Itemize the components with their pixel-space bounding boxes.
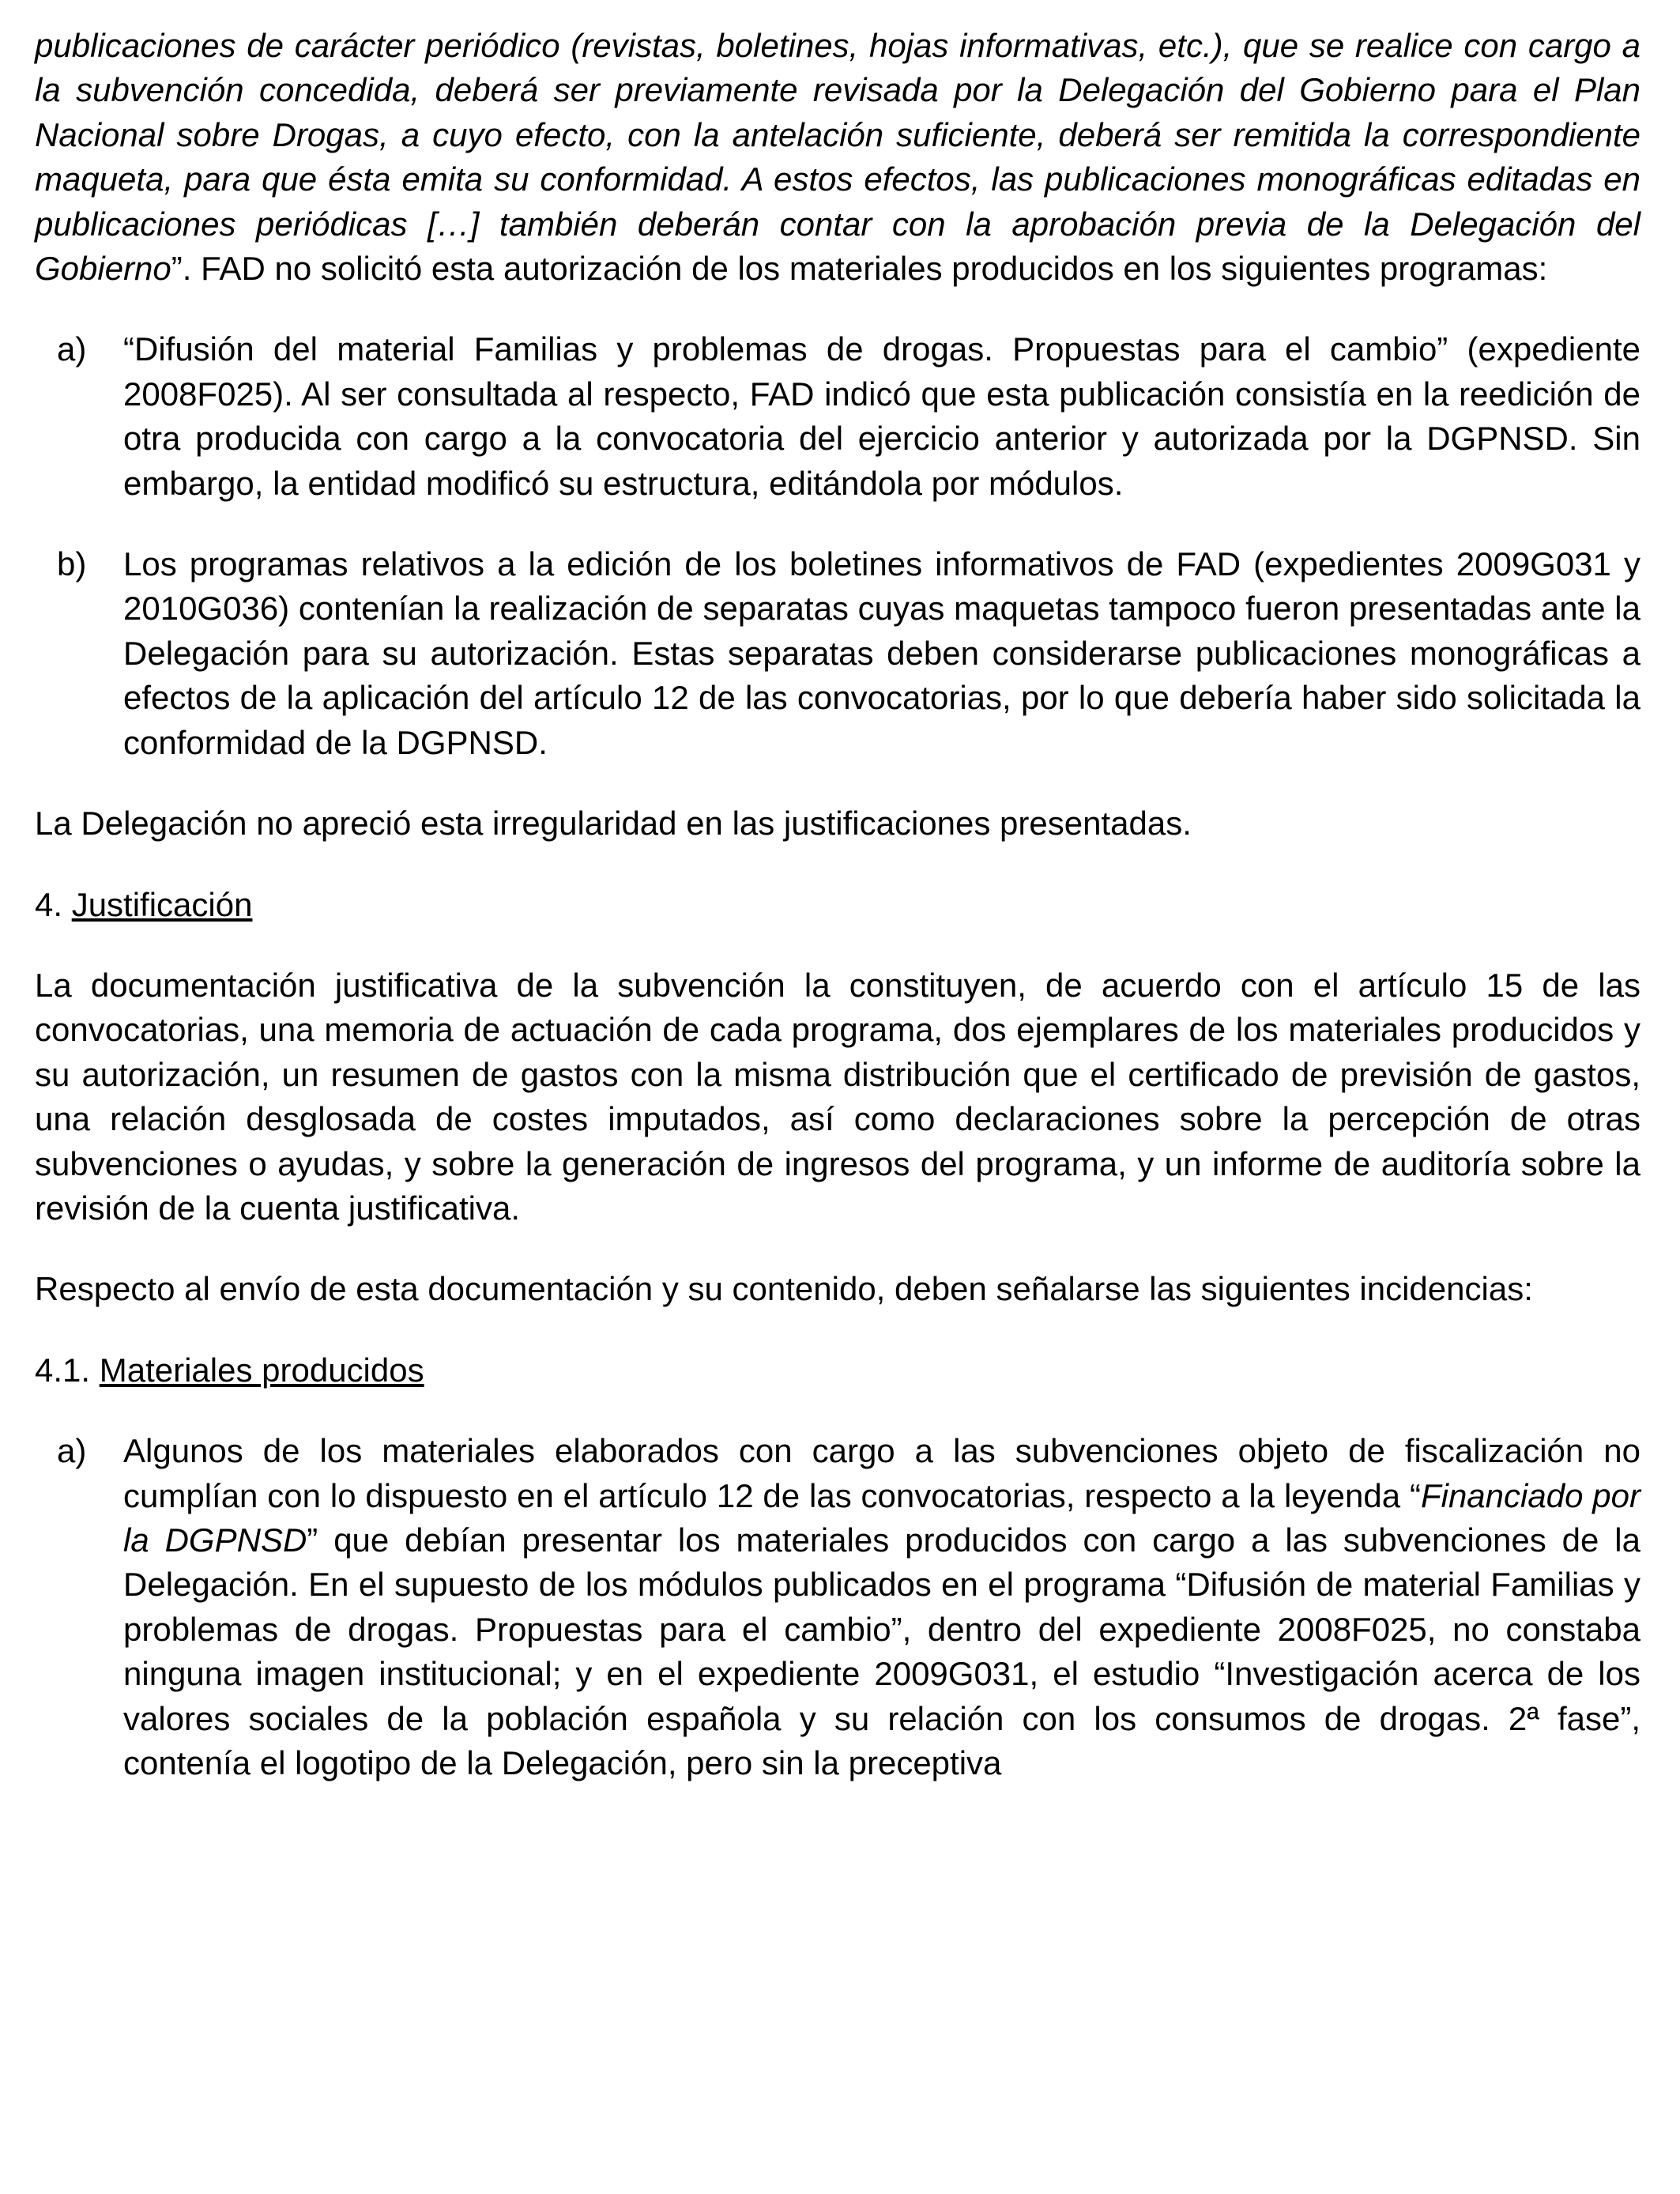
list-item-text-part: Algunos de los materiales elaborados con cargo a las subvenciones objeto de fiscalización no cumplían con lo dispuesto en el artículo 12 de las convocatorias, respecto a la leyenda “ bbox=[123, 1432, 1640, 1514]
section-title: Materiales producidos bbox=[99, 1351, 424, 1389]
section-heading-materiales bbox=[35, 1348, 1640, 1393]
section-number: 4. bbox=[35, 885, 72, 923]
section-title: Justificación bbox=[71, 885, 253, 923]
intro-paragraph bbox=[35, 24, 1640, 291]
list-item bbox=[35, 542, 1640, 765]
section-heading-justificacion bbox=[35, 883, 1640, 927]
list-item-text: “Difusión del material Familias y problemas de drogas. Propuestas para el cambio” (expediente 2008F025). Al ser consultada al respecto, FAD indicó que esta publicación consistía en la reedición de otra producida con cargo a la convocatoria del ejercicio anterior y autorizada por la DGPNSD. Sin embargo, la entidad modificó su estructura, editándola por módulos. bbox=[123, 330, 1640, 502]
list-marker: a) bbox=[57, 1432, 87, 1470]
list-item-text bbox=[123, 1429, 1640, 1785]
section-number: 4.1. bbox=[35, 1351, 100, 1389]
respecto-paragraph: Respecto al envío de esta documentación y su contenido, deben señalarse las siguientes incidencias: bbox=[35, 1270, 1533, 1308]
list-marker: a) bbox=[57, 330, 87, 368]
intro-quote-italic: publicaciones de carácter periódico (revistas, boletines, hojas informativas, etc.), que se realice con cargo a la subvención concedida, deberá ser previamente revisada por la Delegación del Gobierno para el Plan Nacional sobre Drogas, a cuyo efecto, con la antelación suficiente, deberá ser remitida la correspondiente maqueta, para que ésta emita su conformidad. A estos efectos, las publicaciones monográficas editadas en publicaciones periódicas […] también deberán contar con la aprobación previa de la Delegación del Gobierno bbox=[35, 27, 1640, 288]
documentacion-paragraph: La documentación justificativa de la subvención la constituyen, de acuerdo con el artículo 15 de las convocatorias, una memoria de actuación de cada programa, dos ejemplares de los materiales producidos y su autorización, un resumen de gastos con la misma distribución que el certificado de previsión de gastos, una relación desglosada de costes imputados, así como declaraciones sobre la percepción de otras subvenciones o ayudas, y sobre la generación de ingresos del programa, y un informe de auditoría sobre la revisión de la cuenta justificativa. bbox=[35, 966, 1640, 1227]
list-item-text: Los programas relativos a la edición de los boletines informativos de FAD (expedientes 2009G031 y 2010G036) contenían la realización de separatas cuyas maquetas tampoco fueron presentadas ante la Delegación para su autorización. Estas separatas deben considerarse publicaciones monográficas a efectos de la aplicación del artículo 12 de las convocatorias, por lo que debería haber sido solicitada la conformidad de la DGPNSD. bbox=[123, 545, 1640, 761]
list-item bbox=[35, 327, 1640, 506]
list-item bbox=[35, 1429, 1640, 1785]
list-marker: b) bbox=[57, 545, 87, 583]
document-page bbox=[35, 24, 1640, 1785]
legend-italic: Financiado por la DGPNSD bbox=[123, 1476, 1640, 1559]
delegacion-paragraph: La Delegación no apreció esta irregularidad en las justificaciones presentadas. bbox=[35, 805, 1192, 843]
list-item-text-part: ” que debían presentar los materiales producidos con cargo a las subvenciones de la Delegación. En el supuesto de los módulos publicados en el programa “Difusión de material Familias y problemas de drogas. Propuestas para el cambio”, dentro del expediente 2008F025, no constaba ninguna imagen institucional; y en el expediente 2009G031, el estudio “Investigación acerca de los valores sociales de la población española y su relación con los consumos de drogas. 2ª fase”, contenía el logotipo de la Delegación, pero sin la preceptiva bbox=[123, 1521, 1640, 1781]
intro-text: ”. FAD no solicitó esta autorización de los materiales producidos en los siguientes programas: bbox=[171, 250, 1548, 288]
